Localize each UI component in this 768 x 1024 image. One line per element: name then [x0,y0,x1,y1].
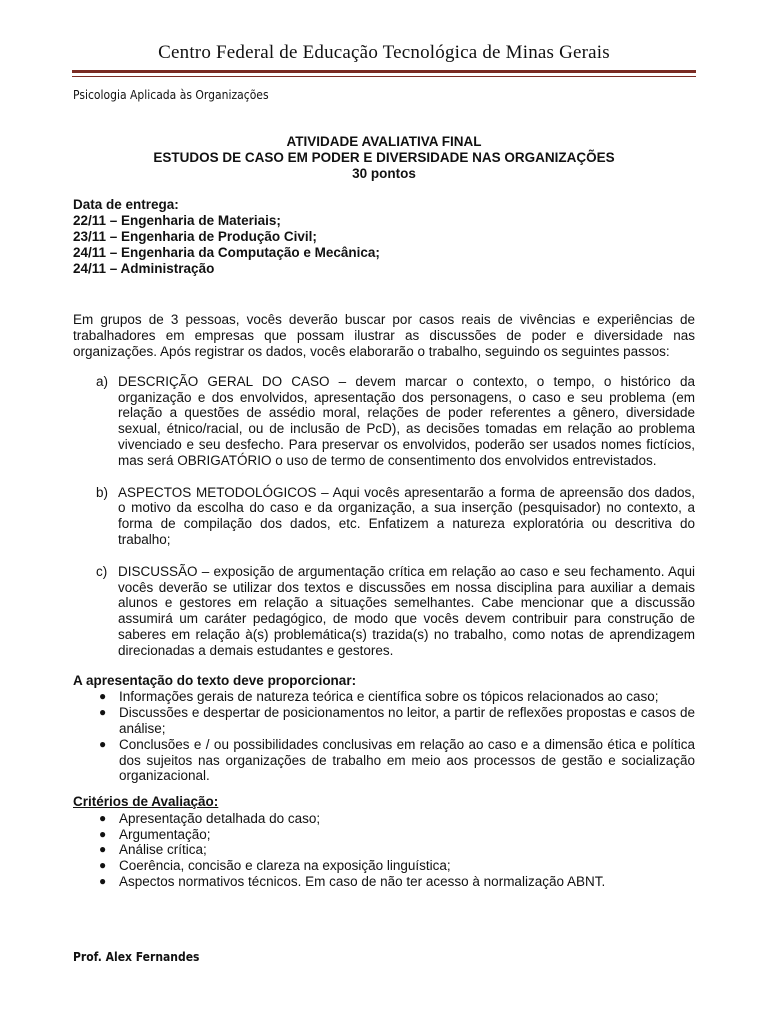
step-text: DISCUSSÃO – exposição de argumentação crítica em relação ao caso e seu fechamento. Aqui vocês deverão se utilizar dos textos e discussões em nossa disciplina para auxiliar a demais alunos e gestores em relação a situações semelhantes. Cabe mencionar que a discussão assumirá um caráter pedagógico, de modo que vocês devem contribuir para construção de saberes em relação à(s) problemática(s) trazida(s) no trabalho, como notas de aprendizagem direcionadas a demais estudantes e gestores. [118,563,695,658]
list-item [99,737,695,784]
delivery-heading: Data de entrega: [73,197,179,213]
intro-paragraph: Em grupos de 3 pessoas, vocês deverão buscar por casos reais de vivências e experiências de trabalhadores em empresas que possam ilustrar as discussões de poder e diversidade nas organizações. Após registrar os dados, vocês elaborarão o trabalho, seguindo os seguintes passos: [73,312,695,359]
assignment-points: 30 pontos [352,165,416,181]
step-text: DESCRIÇÃO GERAL DO CASO – devem marcar o contexto, o tempo, o histórico da organização e dos envolvidos, apresentação dos personagens, o caso e seu problema (em relação a questões de assédio moral, relações de poder referentes a gênero, diversidade sexual, étnico/racial, ou de inclusão de PcD), as decisões tomadas em relação ao problema vivenciado e seu desfecho. Para preservar os envolvidos, poderão ser usados nomes fictícios, mas será OBRIGATÓRIO o uso de termo de consentimento dos envolvidos entrevistados. [118,373,695,468]
presentation-heading: A apresentação do texto deve proporcionar: [73,672,357,688]
header-rule-thin [72,76,696,77]
step-marker: c) [96,563,108,579]
step-item [96,374,695,469]
list-item-text: Conclusões e / ou possibilidades conclusivas em relação ao caso e a dimensão ética e política dos sujeitos nas organizações de trabalho em meio aos processos de gestão e socialização organizacional. [119,736,695,784]
list-item [99,842,695,858]
bullet-icon: ● [99,689,107,704]
bullet-icon: ● [99,874,107,889]
list-item [99,705,695,737]
criteria-heading: Critérios de Avaliação: [73,794,219,810]
delivery-item: 23/11 – Engenharia de Produção Civil; [73,228,317,244]
bullet-icon: ● [99,842,107,857]
list-item-text: Coerência, concisão e clareza na exposição linguística; [119,858,451,874]
bullet-icon: ● [99,705,107,720]
list-item [99,827,695,843]
bullet-icon: ● [99,826,107,841]
document-body [73,134,695,890]
steps-list [73,374,695,659]
header-rule-thick [72,70,696,73]
step-item [96,485,695,548]
list-item [99,858,695,874]
step-marker: b) [96,484,109,500]
delivery-dates [73,197,695,276]
step-marker: a) [96,373,109,389]
list-item [99,689,695,705]
delivery-item: 24/11 – Administração [73,260,215,276]
step-text: ASPECTOS METODOLÓGICOS – Aqui vocês apresentarão a forma de apreensão dos dados, o motivo da escolha do caso e da organização, a sua inserção (pesquisador) no contexto, a forma de compilação dos dados, etc. Enfatizem a natureza exploratória ou descritiva do trabalho; [118,484,695,547]
presentation-list [73,689,695,784]
list-item-text: Aspectos normativos técnicos. Em caso de não ter acesso à normalização ABNT. [119,874,606,890]
criteria-list [73,811,695,890]
bullet-icon: ● [99,810,107,825]
institution-title: Centro Federal de Educação Tecnológica de Minas Gerais [158,42,610,63]
assignment-subtitle: ESTUDOS DE CASO EM PODER E DIVERSIDADE NAS ORGANIZAÇÕES [153,149,615,165]
list-item-text: Informações gerais de natureza teórica e científica sobre os tópicos relacionados ao caso; [119,689,659,705]
list-item-text: Apresentação detalhada do caso; [119,810,321,826]
delivery-item: 24/11 – Engenharia da Computação e Mecânica; [73,244,380,260]
bullet-icon: ● [99,858,107,873]
list-item-text: Argumentação; [119,826,211,842]
course-name: Psicologia Aplicada às Organizações [73,88,269,102]
list-item-text: Análise crítica; [119,842,207,858]
step-item [96,564,695,659]
assignment-titles [73,134,695,181]
list-item [99,874,695,890]
assignment-title: ATIVIDADE AVALIATIVA FINAL [286,134,482,149]
list-item-text: Discussões e despertar de posicionamentos no leitor, a partir de reflexões propostas e casos de análise; [119,705,695,736]
list-item [99,811,695,827]
author-footer: Prof. Alex Fernandes [73,950,200,964]
bullet-icon: ● [99,736,107,751]
delivery-item: 22/11 – Engenharia de Materiais; [73,213,281,229]
